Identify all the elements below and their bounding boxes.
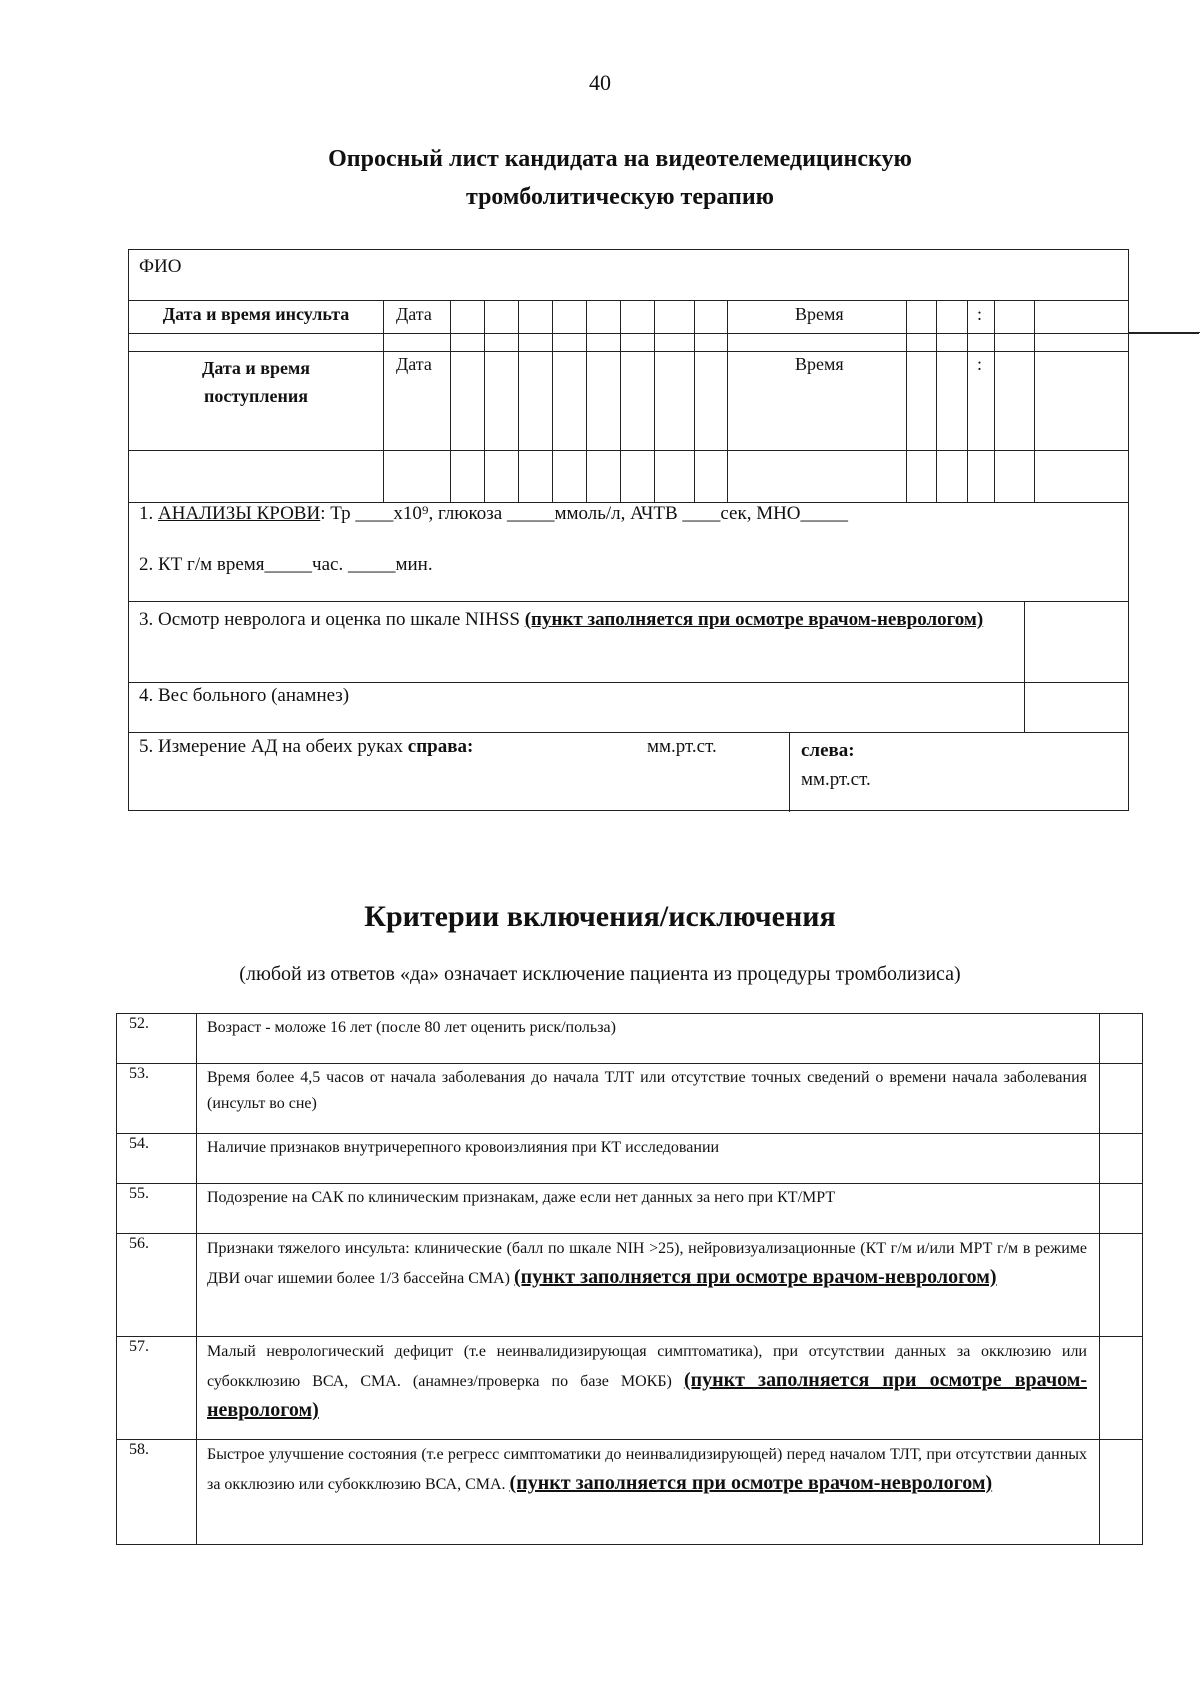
page-number: 40 xyxy=(589,70,611,95)
row-number: 54. xyxy=(129,1135,149,1152)
row-text: Признаки тяжелого инсульта: клинические (балл по шкале NIH >25), нейровизуализационные (КТ г/м и/или МРТ г/м в режиме ДВИ очаг ишемии более 1/3 бассейна СМА) (пункт заполняется при осмотре врачом-неврологом) xyxy=(207,1240,1087,1288)
item-blood-pressure: 5. Измерение АД на обеих руках справа: xyxy=(139,736,474,757)
row-text: Время более 4,5 часов от начала заболевания до начала ТЛТ или отсутствие точных сведений о времени начала заболевания (инсульт во сне) xyxy=(207,1069,1087,1112)
arrival-label-line-1: Дата и время xyxy=(201,358,311,378)
row-text: Наличие признаков внутричерепного кровоизлияния при КТ исследовании xyxy=(207,1139,720,1156)
item-neurologist-nihss: 3. Осмотр невролога и оценка по шкале NIHSS (пункт заполняется при осмотре врачом-неврологом) xyxy=(139,609,984,630)
stroke-date-label: Дата xyxy=(396,304,432,324)
arrival-date-label: Дата xyxy=(396,354,432,374)
stroke-datetime-label: Дата и время инсульта xyxy=(162,304,350,324)
fio-label: ФИО xyxy=(139,256,182,277)
bp-left: слева: мм.рт.ст. xyxy=(801,740,871,790)
row-note: (пункт заполняется при осмотре врачом-неврологом) xyxy=(513,1266,997,1288)
row-number: 53. xyxy=(129,1065,149,1082)
page-title xyxy=(0,140,1200,216)
row-number: 56. xyxy=(129,1235,149,1252)
margin-line xyxy=(1129,332,1200,333)
arrival-datetime-label xyxy=(129,354,383,410)
item-blood-tests: 1. АНАЛИЗЫ КРОВИ: Тр ____х10⁹, глюкоза _____ммоль/л, АЧТВ ____сек, МНО_____ xyxy=(139,503,849,524)
criteria-table xyxy=(116,1013,1143,1545)
stroke-time-label: Время xyxy=(795,304,844,324)
row-number: 52. xyxy=(129,1015,149,1032)
title-line-1: Опросный лист кандидата на видеотелемедицинскую xyxy=(328,146,912,172)
item-patient-weight: 4. Вес больного (анамнез) xyxy=(139,685,350,706)
criteria-subheading: (любой из ответов «да» означает исключение пациента из процедуры тромболизиса) xyxy=(239,963,961,985)
row-text: Возраст - моложе 16 лет (после 80 лет оценить риск/польза) xyxy=(207,1019,616,1036)
row-text: Малый неврологический дефицит (т.е неинвалидизирующая симптоматика), при отсутствии данных за окклюзию или субокклюзию ВСА, СМА. (анамнез/проверка по базе МОКБ) (пункт заполняется при осмотре врачом-неврологом) xyxy=(207,1343,1087,1421)
item-ct-time: 2. КТ г/м время_____час. _____мин. xyxy=(139,554,433,575)
row-number: 58. xyxy=(129,1441,149,1458)
stroke-time-colon: : xyxy=(977,304,983,324)
row-number: 55. xyxy=(129,1185,149,1202)
row-note: (пункт заполняется при осмотре врачом-неврологом) xyxy=(207,1369,1087,1421)
arrival-time-label: Время xyxy=(795,354,844,374)
row-text: Быстрое улучшение состояния (т.е регресс симптоматики до неинвалидизирующей) перед началом ТЛТ, при отсутствии данных за окклюзию или субокклюзию ВСА, СМА. (пункт заполняется при осмотре врачом-неврологом) xyxy=(207,1446,1087,1494)
arrival-label-line-2: поступления xyxy=(204,386,308,406)
title-line-2: тромболитическую терапию xyxy=(465,184,775,210)
criteria-heading: Критерии включения/исключения xyxy=(364,900,836,933)
bp-right-units: мм.рт.ст. xyxy=(647,736,717,757)
row-text: Подозрение на САК по клиническим признакам, даже если нет данных за него при КТ/МРТ xyxy=(207,1189,836,1206)
arrival-time-colon: : xyxy=(977,354,983,374)
row-note: (пункт заполняется при осмотре врачом-неврологом) xyxy=(509,1472,993,1494)
questionnaire-table xyxy=(128,249,1129,811)
row-number: 57. xyxy=(129,1338,149,1355)
